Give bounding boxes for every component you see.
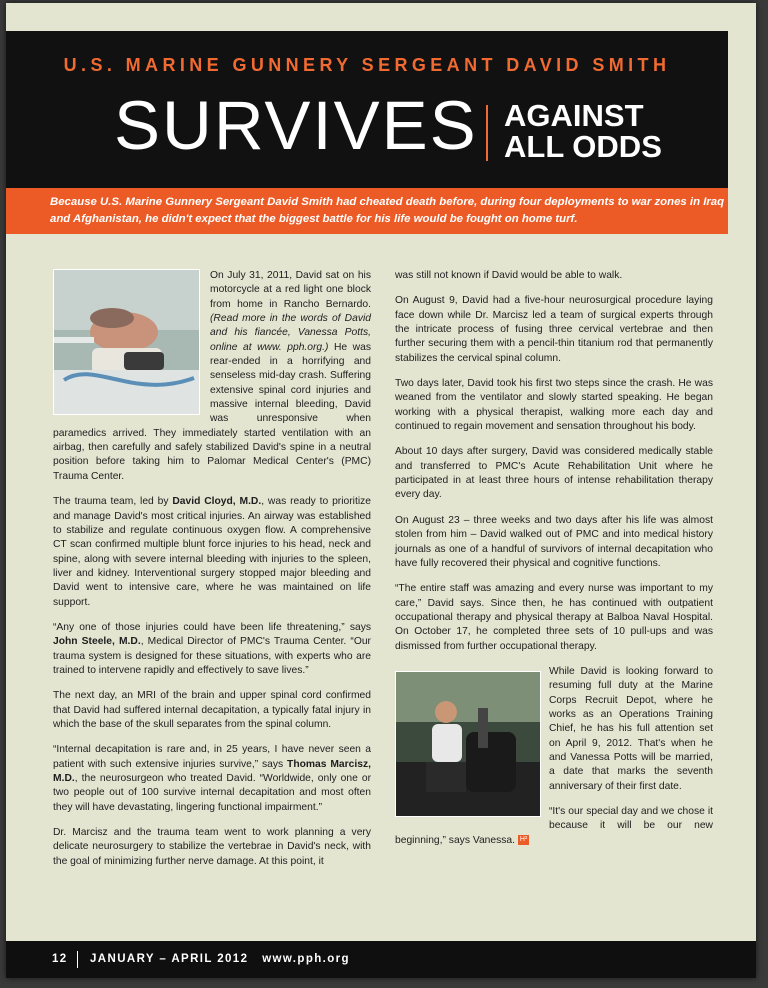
- paragraph: [53, 743, 371, 815]
- text: The trauma team, led by: [53, 496, 169, 508]
- paragraph: [395, 582, 713, 654]
- page-number: 12: [52, 953, 68, 965]
- name-text: John Steele, M.D.: [53, 636, 141, 648]
- footer-info: [90, 953, 350, 965]
- text: , Medical Director of PMC's Trauma Center. “Our trauma system is designed for these situations, with experts who are trained to intervene rapidly and effectively to save lives.”: [53, 636, 371, 676]
- paragraph: On August 23 – three weeks and two days after his life was almost stolen from him – David walked out of PMC and into medical history journals as one of a handful of survivors of internal decapitation who have fully recovered their physical and cognitive functions.: [395, 514, 713, 569]
- hospital-photo: [53, 269, 200, 415]
- footer-divider: [77, 951, 78, 968]
- paragraph: was still not known if David would be able to walk.: [395, 270, 623, 281]
- paragraph: Dr. Marcisz and the trauma team went to work planning a very delicate neurosurgery to stabilize the vertebrae in David's neck, with the goal of minimizing further nerve damage. At this point, it: [53, 827, 371, 867]
- text: “The entire staff was amazing and every nurse was important to my care,” David says. Since then, he has continued with outpatient occupational therapy and physical therapy at Balboa Naval Hospital. On October 17, he completed three sets of 10 pull-ups and was dismissed from further occupational therapy.: [395, 583, 713, 652]
- left-column: [53, 269, 371, 880]
- website-link[interactable]: www.pph.org: [262, 953, 350, 965]
- patient-image: [54, 270, 199, 414]
- name-text: Thomas Marcisz, M.D.: [53, 758, 371, 784]
- title-banner: [6, 31, 728, 189]
- paragraph: On August 9, David had a five-hour neurosurgical procedure laying face down while Dr. Marcisz led a team of surgical experts through the intricate process of fusing three cervical vertebrae and then further securing them with a pencil-thin titanium rod that permanently stabilizes the cervical spinal column.: [395, 295, 713, 364]
- text: On July 31, 2011, David sat on his motorcycle at a red light one block from home in Rancho Bernardo.: [210, 270, 371, 310]
- end-mark-logo: H²: [519, 835, 528, 843]
- paragraph: About 10 days after surgery, David was considered medically stable and transferred to PMC's Acute Rehabilitation Unit where he participated in at least three hours of intense rehabilitation therapy every day.: [395, 446, 713, 501]
- text: He was rear-ended in a horrifying and senseless mid-day crash. Suffering extensive spinal cord injuries and massive internal bleeding, David was unresponsive when paramedics arrived. They immediately started ventilation with an airbag, then carefully and safely stabilized David's spine in a neutral position before taking him to Palomar Medical Center's (PMC) Trauma Center.: [53, 341, 371, 482]
- paragraph: While David is looking forward to resuming full duty at the Marine Corps Recruit Depot, where he works as an Operations Training Chief, he has his full attention set on April 9, 2012. That's when he and Vanessa Potts will be married, a date that marks the seventh anniversary of their first date.: [549, 665, 713, 792]
- right-column: [395, 269, 713, 859]
- text: “It's our special day and we chose it because it will be our new beginning,” says Vanessa.: [395, 806, 713, 846]
- issue-date: JANUARY – APRIL 2012: [90, 953, 249, 965]
- text: , was ready to prioritize and manage David's most critical injuries. An airway was established to stabilize and regulate continuous oxygen flow. A comprehensive CT scan confirmed multiple blunt force injuries to his head, neck and spine, along with severe internal bleeding with injuries to the spleen, liver and kidney. Interventional surgery stopped major bleeding and David went to intensive care, where he was maintained on life support.: [53, 496, 371, 608]
- kicker: U.S. MARINE GUNNERY SERGEANT DAVID SMITH: [63, 55, 671, 75]
- gym-photo: [395, 671, 541, 817]
- subheadline-line-1: AGAINST: [504, 98, 644, 133]
- exercise-image: [396, 672, 540, 816]
- italic-text: (Read more in the words of David and his fiancée, Vanessa Potts, online at www. pph.org.): [210, 313, 371, 353]
- subheadline: [504, 100, 662, 162]
- paragraph: Two days later, David took his first two steps since the crash. He was weaned from the ventilator and slowly started speaking. He began working with a physical therapist, walking more each day and continued to regain movement and sensation throughout his body.: [395, 378, 713, 433]
- paragraph: The next day, an MRI of the brain and upper spinal cord confirmed that David had suffered internal decapitation, a typically fatal injury in which the base of the skull separates from the spinal column.: [53, 690, 371, 730]
- headline: SURVIVES: [114, 87, 478, 164]
- magazine-page: [6, 3, 756, 978]
- paragraph: [53, 495, 371, 610]
- text: “Internal decapitation is rare and, in 25 years, I have never seen a patient with such extensive injuries survive,” says: [53, 744, 371, 770]
- subheadline-line-2: ALL ODDS: [504, 129, 662, 164]
- text: , the neurosurgeon who treated David. “Worldwide, only one or two people out of 100 survive internal decapitation and most often they will have devastating, lingering functional impairment.”: [53, 773, 371, 813]
- paragraph: [53, 621, 371, 678]
- intro-banner: [6, 188, 728, 234]
- text: “Any one of those injuries could have been life threatening,” says: [53, 621, 371, 633]
- title-divider: [486, 105, 488, 161]
- page-footer: [6, 941, 756, 978]
- name-text: David Cloyd, M.D.: [172, 496, 262, 508]
- intro-text: Because U.S. Marine Gunnery Sergeant David Smith had cheated death before, during four deployments to war zones in Iraq and Afghanistan, he didn't expect that the biggest battle for his life would be fought on home turf.: [50, 196, 725, 225]
